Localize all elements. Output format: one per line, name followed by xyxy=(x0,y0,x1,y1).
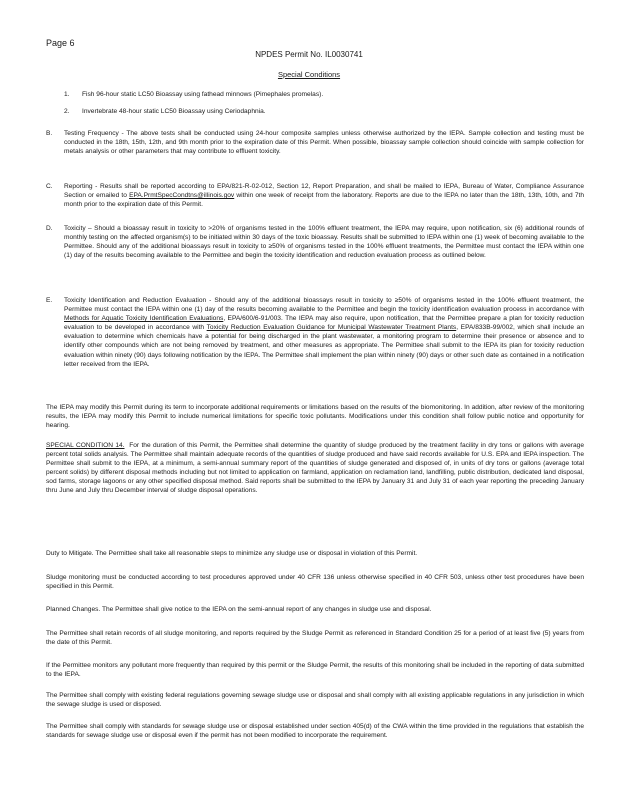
section-c-label: C. xyxy=(46,183,53,190)
paragraph-sludge-monitoring: Sludge monitoring must be conducted according to test procedures approved under 40 CFR 136 unless otherwise specified in 40 CFR 503, unless other test procedures have been specified in this Permit. xyxy=(46,574,584,591)
reference-tie-methods: Methods for Aquatic Toxicity Identification Evaluations xyxy=(64,315,224,323)
paragraph-duty-to-mitigate: Duty to Mitigate. The Permittee shall take all reasonable steps to minimize any sludge use or disposal in violation of this Permit. xyxy=(46,550,418,557)
paragraph-retain-records: The Permittee shall retain records of all sludge monitoring, and reports required by the Sludge Permit as referenced in Standard Condition 25 for a period of at least five (5) years from the date of this Permit. xyxy=(46,630,584,647)
paragraph-federal-regulations: The Permittee shall comply with existing federal regulations governing sewage sludge use or disposal and shall comply with all existing applicable regulations in any jurisdiction in which the sewage sludge is used or disposed. xyxy=(46,692,584,709)
special-condition-14 xyxy=(46,441,584,496)
list-item-invertebrate-bioassay: Invertebrate 48-hour static LC50 Bioassay using Ceriodaphnia. xyxy=(82,108,266,115)
section-c-text-after: within one week of receipt from the laboratory. Reports are due to the IEPA no later than the 18th, 13th, 10th, and 7th month prior to the expiration date of this Permit. xyxy=(64,192,584,209)
section-e-tire xyxy=(64,296,584,369)
section-heading: Special Conditions xyxy=(277,70,341,79)
paragraph-cwa-standards: The Permittee shall comply with standards for sewage sludge use or disposal established under section 405(d) of the CWA within the time provided in the regulations that establish the standards for sewage sludge use or disposal even if the permit has not been modified to incorporate the requirement. xyxy=(46,723,584,740)
section-e-text-3: , EPA/833B-99/002, which shall include an evaluation to determine which chemicals have a potential for being discharged in the plant wastewater, a monitoring program to determine their presence or absence and to identify other compounds which are not being removed by treatment, and other measures as appropriate. The Permittee shall submit to the IEPA its plan for toxicity reduction evaluation within ninety (90) days following notification by the IEPA. The Permittee shall implement the plan within ninety (90) days or other such date as contained in a notification letter received from the IEPA. xyxy=(64,324,585,368)
special-condition-14-text: For the duration of this Permit, the Permittee shall determine the quantity of sludge produced by the treatment facility in dry tons or gallons with average percent total solids analysis. The Permittee shall maintain adequate records of the quantities of sludge produced and have said records available for U.S. EPA and IEPA inspection. The Permittee shall submit to the IEPA, at a minimum, a semi-annual summary report of the quantities of sludge generated and disposed of, in units of dry tons or gallons (average total percent solids) by different disposal methods including but not limited to application on farmland, application on reclamation land, landfilling, public distribution, dedicated land disposal, sod farms, storage lagoons or any other specified disposal method. Said reports shall be submitted to the IEPA by January 31 and July 31 of each year reporting the preceding January thru June and July thru December interval of sludge disposal operations. xyxy=(46,442,584,495)
section-d-label: D. xyxy=(46,225,53,232)
email-link[interactable]: EPA.PrmtSpecCondtns@illinois.gov xyxy=(129,192,235,200)
reference-tre-guidance: Toxicity Reduction Evaluation Guidance for Municipal Wastewater Treatment Plants xyxy=(206,324,457,332)
list-item-number: 1. xyxy=(64,91,70,98)
special-condition-14-label: SPECIAL CONDITION 14. xyxy=(46,442,125,449)
page-number: Page 6 xyxy=(46,38,75,48)
section-c-reporting xyxy=(64,182,584,209)
paragraph-monitor-frequency: If the Permittee monitors any pollutant more frequently than required by this permit or the Sludge Permit, the results of this monitoring shall be included in the reporting of data submitted to the IEPA. xyxy=(46,662,584,679)
list-item-number: 2. xyxy=(64,108,70,115)
section-e-text-2: , EPA/600/6-91/003. The IEPA may also require, upon notification, that the Permittee prepare a plan for toxicity reduction evaluation to be developed in accordance with xyxy=(64,315,584,332)
section-d-toxicity: Toxicity – Should a bioassay result in toxicity to >20% of organisms tested in the 100% effluent treatment, the IEPA may require, upon notification, six (6) additional rounds of monthly testing on the affected organism(s) to be initiated within 30 days of the toxic bioassay. Results shall be submitted to IEPA within one (1) week of becoming available to the Permittee. Should any of the additional bioassays result in toxicity to ≥50% of organisms tested in the 100% effluent treatments, the Permittee must contact the IEPA within one (1) day of the results becoming available to the Permittee and begin the toxicity identification and reduction evaluation process as outlined below. xyxy=(64,225,584,260)
section-e-label: E. xyxy=(46,297,53,304)
section-b-label: B. xyxy=(46,130,53,137)
paragraph-planned-changes: Planned Changes. The Permittee shall give notice to the IEPA on the semi-annual report of any changes in sludge use and disposal. xyxy=(46,606,432,613)
paragraph-iepa-modify: The IEPA may modify this Permit during its term to incorporate additional requirements or limitations based on the results of the biomonitoring. In addition, after review of the monitoring results, the IEPA may modify this Permit to include numerical limitations for specific toxic pollutants. Modifications under this condition shall follow public notice and opportunity for hearing. xyxy=(46,404,584,430)
section-e-text-1: Toxicity Identification and Reduction Evaluation - Should any of the additional bioassays result in toxicity to ≥50% of organisms tested in the 100% effluent treatment, the Permittee must contact the IEPA within one (1) day of the results becoming available to the Permittee and begin the toxicity identification evaluation process in accordance with xyxy=(64,297,584,314)
list-item-fish-bioassay: Fish 96-hour static LC50 Bioassay using fathead minnows (Pimephales promelas). xyxy=(82,91,324,98)
section-b-testing-frequency: Testing Frequency - The above tests shall be conducted using 24-hour composite samples unless otherwise authorized by the IEPA. Sample collection and testing must be conducted in the 18th, 15th, 12th, and 9th month prior to the expiration date of this Permit. When possible, bioassay sample collection should coincide with sample collection for metals analysis or other parameters that may contribute to effluent toxicity. xyxy=(64,130,584,156)
section-c-text: Reporting - Results shall be reported according to EPA/821-R-02-012, Section 12, Report Preparation, and shall be mailed to IEPA, Bureau of Water, Compliance Assurance Section or emailed to xyxy=(64,183,584,200)
permit-number: NPDES Permit No. IL0030741 xyxy=(255,50,363,59)
